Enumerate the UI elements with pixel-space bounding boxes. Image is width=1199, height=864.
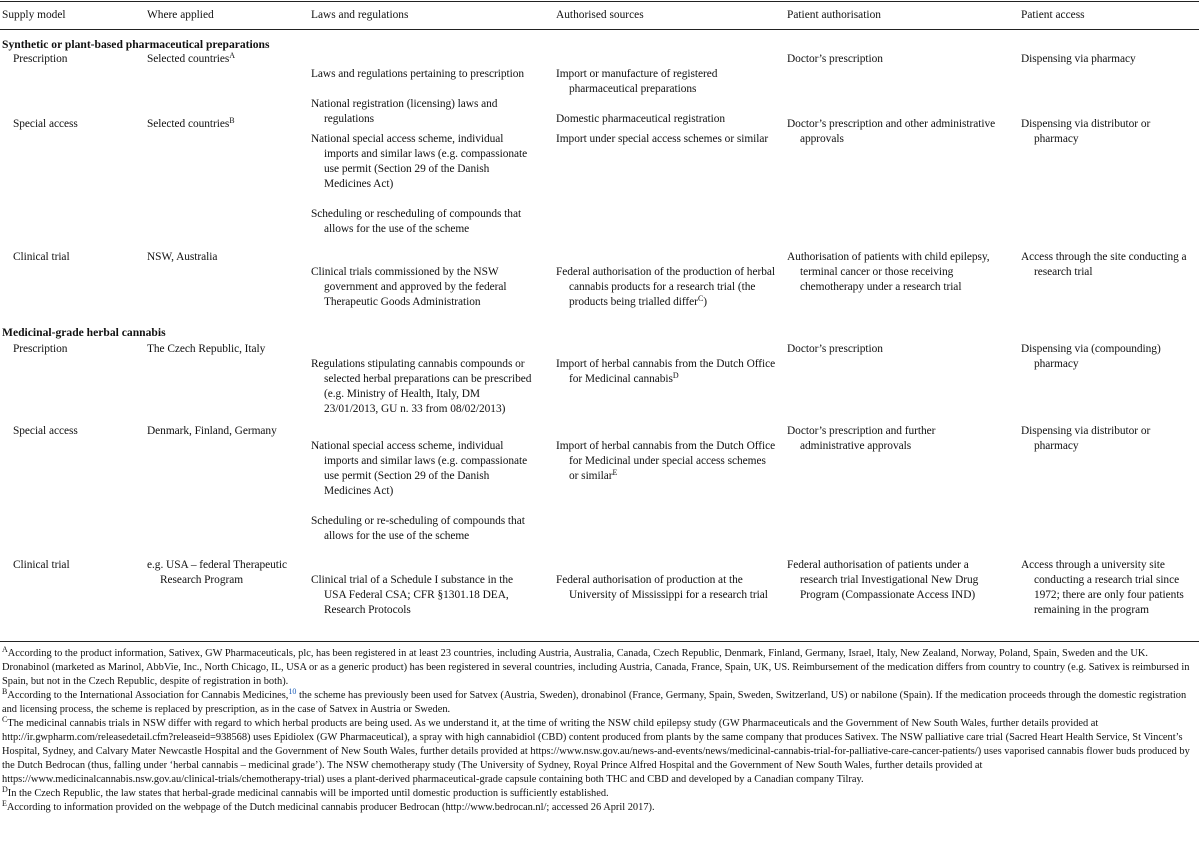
header-supply-model: Supply model: [2, 9, 66, 21]
footnote: [2, 689, 1194, 717]
law-item: Scheduling or re-scheduling of compounds that allows for the use of the scheme: [311, 515, 525, 542]
footnotes: [2, 647, 1194, 815]
footnote-text: According to information provided on the webpage of the Dutch medicinal cannabis producer Bedrocan (http://www.bedrocan.nl/; accessed 26 April 2017).: [6, 802, 655, 813]
law-item: National special access scheme, individual imports and similar laws (e.g. compassionate use permit (Section 29 of the Danish Medicines Act): [311, 440, 528, 497]
law-item: Clinical trial of a Schedule I substance in the USA Federal CSA; CFR §1301.18 DEA, Research Protocols: [311, 574, 513, 616]
source-item: Import or manufacture of registered pharmaceutical preparations: [556, 68, 718, 95]
cell-laws: [311, 424, 533, 559]
cell-sources: [556, 424, 776, 499]
cell-patient-authorisation: Doctor’s prescription: [787, 53, 883, 65]
footnote-mark: D: [2, 785, 8, 794]
cell-sources: [556, 250, 776, 325]
access-text: Dispensing via (compounding) pharmacy: [1021, 343, 1161, 370]
header-laws: Laws and regulations: [311, 9, 409, 21]
access-text: Dispensing via distributor or pharmacy: [1021, 118, 1151, 145]
footnote-mark: E: [2, 799, 7, 808]
auth-text: Authorisation of patients with child epilepsy, terminal cancer or those receiving chemotherapy under a research trial: [787, 251, 990, 293]
cell-supply-model: Special access: [13, 118, 78, 130]
cell-supply-model: Clinical trial: [13, 251, 70, 263]
footnote-text: According to the International Association for Cannabis Medicines,: [7, 690, 289, 701]
footnote-ref: B: [229, 116, 235, 125]
cell-laws: [311, 250, 533, 325]
cell-patient-authorisation: [787, 424, 999, 454]
auth-text: Federal authorisation of patients under a research trial Investigational New Drug Program (Compassionate Access IND): [787, 559, 979, 601]
source-item: [556, 357, 776, 387]
footnote-ref: C: [697, 294, 704, 303]
law-item: Clinical trials commissioned by the NSW government and approved by the federal Therapeutic Goods Administration: [311, 266, 507, 308]
header-sources: Authorised sources: [556, 9, 644, 21]
cell-patient-access: [1021, 117, 1191, 147]
footnote-text: the scheme has previously been used for Satvex (Austria, Sweden), dronabinol (France, Germany, Spain, Sweden, Switzerland, US) or nabilone (Spain). If the medication proceeds through the domestic registration and licensing process, the scheme is replaced by prescription, as in the case of Satvex in Austria or Sweden.: [2, 690, 1187, 715]
source-tail: ): [703, 296, 707, 308]
cell-supply-model: Prescription: [13, 53, 68, 65]
cell-where-applied: [147, 117, 235, 132]
source-item: [556, 265, 776, 310]
source-text: Import of herbal cannabis from the Dutch Office for Medicinal under special access schemes or similar: [556, 440, 776, 482]
footnote-ref: E: [612, 468, 618, 477]
footnote-mark: C: [2, 715, 8, 724]
cell-supply-model: Special access: [13, 425, 78, 437]
cell-supply-model: Prescription: [13, 343, 68, 355]
cell-patient-access: [1021, 424, 1191, 454]
source-item: [556, 439, 776, 484]
header-where-applied: Where applied: [147, 9, 214, 21]
reference-link[interactable]: 10: [288, 687, 297, 696]
where-text: Selected countries: [147, 118, 230, 130]
footnote: [2, 787, 1194, 801]
law-item: Laws and regulations pertaining to prescription: [311, 68, 525, 80]
cell-patient-access: [1021, 342, 1191, 372]
access-text: Access through a university site conducting a research trial since 1972; there are only four patients remaining in the program: [1021, 559, 1184, 616]
cell-sources: [556, 558, 776, 618]
footnote-text: According to the product information, Sativex, GW Pharmaceuticals, plc, has been registered in at least 23 countries, including Austria, Australia, Canada, Czech Republic, Denmark, Finland, Germany, Israel, Italy, New Zealand, Norway, Poland, Spain, Sweden and the UK. Dronabinol (marketed as Marinol, AbbVie, Inc., North Chicago, IL, USA or as a generic product) has been registered in several countries, including Austria, Canada, France, Spain, UK, US. Reimbursement of the medication differs from country to country (e.g. Sativex is reimbursed in Spain, but not in the Czech Republic, despite of registration in both).: [2, 648, 1190, 687]
footnote-text: The medicinal cannabis trials in NSW differ with regard to which herbal products are being used. As we understand it, at the time of writing the NSW child epilepsy study (GW Pharmaceuticals and the Government of New South Wales, further details provided at http://ir.gwpharm.com/releasedetail.cfm?releaseid=938568) uses Epidiolex (GW Pharmaceutical), a spray with high cannabidiol (CBD) content produced from plants by the same company that produces Sativex. The NSW palliative care trial (Sacred Heart Health Service, St Vincent’s Hospital, Sydney, and Calvary Mater Newcastle Hospital and the Government of New South Wales, further details provided at https://www.nsw.gov.au/news-and-events/news/medicinal-cannabis-trial-for-palliative-care-cancer-patients/) uses vaporised cannabis flower buds produced by the Dutch Bedrocan (thus, falling under ‘herbal cannabis – medicinal grade’). The NSW chemotherapy study (The University of Sydney, Royal Prince Alfred Hospital and the Government of New South Wales, further details provided at https://www.medicinalcannabis.nsw.gov.au/clinical-trials/chemotherapy-trial) uses a plant-derived pharmaceutical-grade capsule containing both THC and CBD and developed by a Canadian company Tilray.: [2, 718, 1190, 785]
law-item: Scheduling or rescheduling of compounds that allows for the use of the scheme: [311, 208, 522, 235]
cell-laws: [311, 342, 533, 432]
cell-patient-access: Dispensing via pharmacy: [1021, 53, 1136, 65]
cell-where-applied: NSW, Australia: [147, 251, 218, 263]
cell-laws: [311, 117, 533, 252]
cell-where-applied: [147, 424, 277, 439]
cell-sources: [556, 117, 776, 162]
auth-text: Doctor’s prescription and further administrative approvals: [787, 425, 936, 452]
law-item: National special access scheme, individual imports and similar laws (e.g. compassionate use permit (Section 29 of the Danish Medicines Act): [311, 133, 528, 190]
cell-patient-access: [1021, 250, 1191, 280]
table-top-rule: [0, 1, 1199, 2]
cell-where-applied: [147, 52, 235, 67]
cell-laws: [311, 558, 536, 633]
where-text: Denmark, Finland, Germany: [147, 425, 277, 437]
table-header-rule: [0, 29, 1199, 30]
cell-supply-model: Clinical trial: [13, 559, 70, 571]
cell-patient-authorisation: Doctor’s prescription: [787, 343, 883, 355]
law-item: Regulations stipulating cannabis compounds or selected herbal preparations can be prescribed (e.g. Ministry of Health, Italy, DM 23/01/2013, GU n. 33 from 08/02/2013): [311, 358, 532, 415]
footnote: [2, 717, 1194, 787]
source-text: Federal authorisation of the production of herbal cannabis products for a research trial (the products being trialled differ: [556, 266, 775, 308]
cell-where-applied: The Czech Republic, Italy: [147, 343, 266, 355]
footnote-text: In the Czech Republic, the law states that herbal-grade medicinal cannabis will be imported until domestic production is sufficiently established.: [7, 788, 609, 799]
cell-where-applied: [147, 558, 292, 588]
auth-text: Doctor’s prescription and other administrative approvals: [787, 118, 996, 145]
cell-patient-authorisation: [787, 250, 999, 295]
section-title: Medicinal-grade herbal cannabis: [2, 326, 166, 339]
law-item: National registration (licensing) laws and regulations: [311, 98, 498, 125]
table-bottom-rule: [0, 641, 1199, 642]
where-text: e.g. USA – federal Therapeutic Research Program: [147, 559, 287, 586]
source-item: Federal authorisation of production at the University of Mississippi for a research trial: [556, 574, 768, 601]
source-item: Domestic pharmaceutical registration: [556, 113, 725, 125]
footnote-mark: A: [2, 645, 8, 654]
header-patient-authorisation: Patient authorisation: [787, 9, 881, 21]
footnote: [2, 801, 1194, 815]
access-text: Dispensing via distributor or pharmacy: [1021, 425, 1151, 452]
footnote: [2, 647, 1194, 689]
source-item: Import under special access schemes or similar: [556, 133, 769, 145]
cell-patient-authorisation: [787, 117, 999, 147]
where-text: Selected countries: [147, 53, 230, 65]
footnote-mark: B: [2, 687, 8, 696]
access-text: Access through the site conducting a research trial: [1021, 251, 1187, 278]
footnote-ref: A: [229, 51, 236, 60]
section-title: Synthetic or plant-based pharmaceutical preparations: [2, 38, 270, 51]
cell-sources: [556, 342, 776, 402]
cell-patient-access: [1021, 558, 1195, 618]
footnote-ref: D: [672, 371, 679, 380]
source-text: Import of herbal cannabis from the Dutch Office for Medicinal cannabis: [556, 358, 776, 385]
header-patient-access: Patient access: [1021, 9, 1085, 21]
cell-patient-authorisation: [787, 558, 999, 603]
